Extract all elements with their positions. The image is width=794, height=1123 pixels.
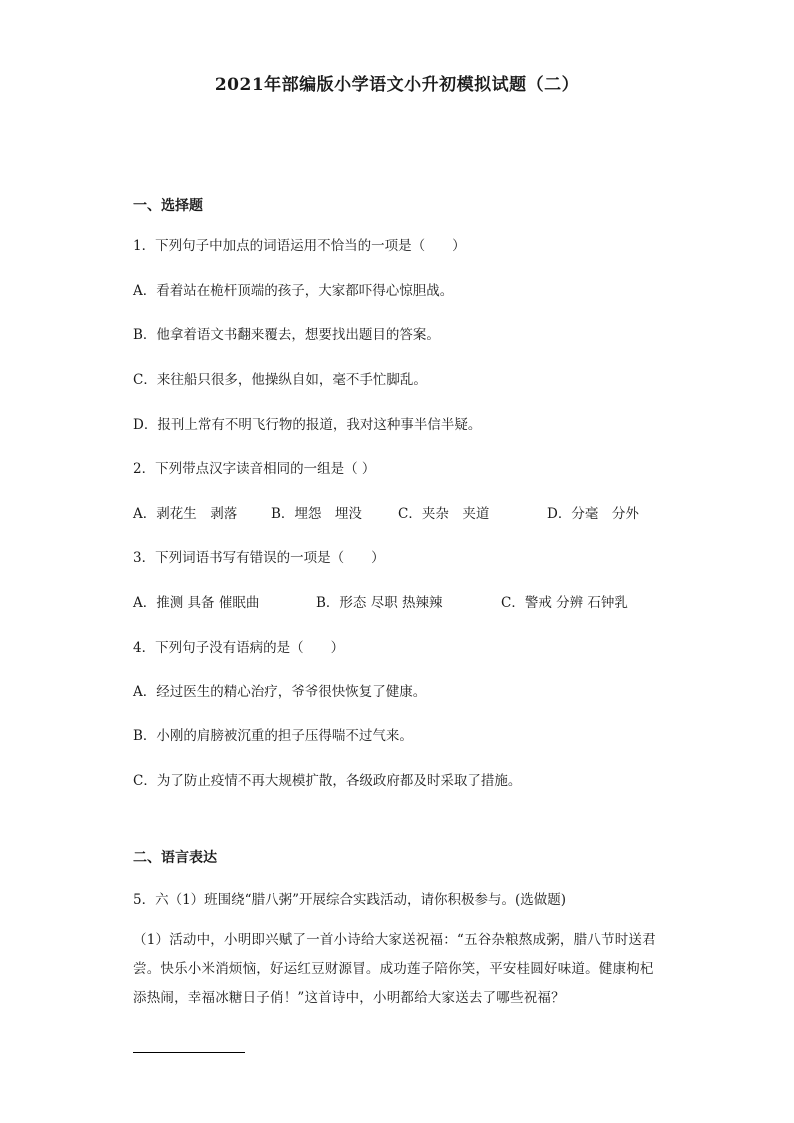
- question-3-option-c: C．警戒 分辨 石钟乳: [501, 595, 628, 611]
- page-title: 2021年部编版小学语文小升初模拟试题（二）: [214, 75, 580, 95]
- section-heading-expression: 二、语言表达: [133, 850, 217, 866]
- question-5-sub-1: （1）活动中，小明即兴赋了一首小诗给大家送祝福：“五谷杂粮熬成粥，腊八节时送君尝。快乐小米消烦恼，好运红豆财源冒。成功莲子陪你笑，平安桂圆好味道。健康枸杞添热闹，幸福冰糖日子俏！”这首诗中，小明都给大家送去了哪些祝福？: [133, 932, 656, 1006]
- question-4-option-b: B．小刚的肩膀被沉重的担子压得喘不过气来。: [133, 728, 413, 744]
- question-1-option-a: A．看着站在桅杆顶端的孩子，大家都吓得心惊胆战。: [133, 283, 454, 299]
- question-1-option-c: C．来往船只很多，他操纵自如，毫不手忙脚乱。: [133, 372, 427, 388]
- answer-line: [133, 1052, 245, 1053]
- question-5-stem: 5．六（1）班围绕“腊八粥”开展综合实践活动，请你积极参与。(选做题): [133, 892, 567, 908]
- question-3-option-a: A．推测 具备 催眠曲: [133, 595, 260, 611]
- question-1-stem: 1．下列句子中加点的词语运用不恰当的一项是（ ）: [133, 238, 466, 254]
- question-4-option-c: C．为了防止疫情不再大规模扩散，各级政府都及时采取了措施。: [133, 773, 522, 789]
- question-2-option-d: D．分毫 分外: [547, 506, 639, 522]
- question-3-stem: 3．下列词语书写有错误的一项是（ ）: [133, 550, 385, 566]
- question-3-option-b: B．形态 尽职 热辣辣: [316, 595, 443, 611]
- question-4-stem: 4．下列句子没有语病的是（ ）: [133, 640, 345, 656]
- question-2-option-b: B．埋怨 埋没: [271, 506, 362, 522]
- question-2-option-a: A．剥花生 剥落: [133, 506, 238, 522]
- question-2-stem: 2．下列带点汉字读音相同的一组是（ ）: [133, 461, 376, 477]
- section-heading-choice: 一、选择题: [133, 198, 203, 214]
- question-2-option-c: C．夹杂 夹道: [398, 506, 490, 522]
- question-4-option-a: A．经过医生的精心治疗，爷爷很快恢复了健康。: [133, 684, 427, 700]
- question-1-option-b: B．他拿着语文书翻来覆去，想要找出题目的答案。: [133, 327, 440, 343]
- question-1-option-d: D．报刊上常有不明飞行物的报道，我对这种事半信半疑。: [133, 417, 482, 433]
